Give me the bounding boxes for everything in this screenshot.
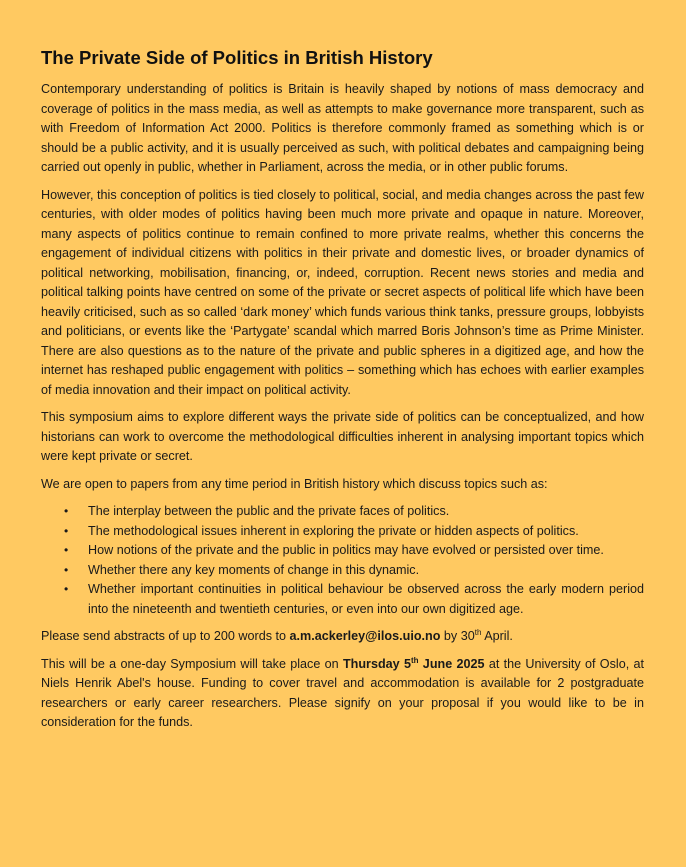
list-item — [64, 502, 644, 522]
aims-paragraph: This symposium aims to explore different ways the private side of politics can be conceptualized, and how historians can work to overcome the methodological difficulties inherent in analysing important topics which were kept private or secret. — [41, 410, 644, 464]
topics-list — [41, 502, 644, 619]
list-item-text: The methodological issues inherent in exploring the private or hidden aspects of politics. — [88, 523, 579, 538]
list-item-text: Whether there any key moments of change in this dynamic. — [88, 562, 420, 577]
list-item — [64, 522, 644, 542]
bullet-icon: • — [64, 504, 69, 519]
page-title: The Private Side of Politics in British History — [41, 47, 433, 68]
deadline-month: April. — [481, 629, 513, 644]
intro-paragraph: Contemporary understanding of politics is Britain is heavily shaped by notions of mass democracy and coverage of politics in the mass media, as well as attempts to make governance more transparent, such as with Freedom of Information Act 2000. Politics is therefore commonly framed as something which is or should be a public activity, and it is usually perceived as such, with political debates and campaigning being carried out openly in public, whether in Parliament, across the media, or in other public forums. — [41, 82, 644, 175]
deadline-text: by 30 — [440, 629, 475, 644]
bullet-icon: • — [64, 543, 69, 558]
ordinal-suffix: th — [474, 627, 482, 637]
abstract-submission-paragraph — [41, 627, 644, 647]
abstract-text: Please send abstracts of up to 200 words to — [41, 629, 290, 644]
topics-intro-paragraph: We are open to papers from any time period in British history which discuss topics such as: — [41, 476, 548, 491]
ordinal-suffix: th — [410, 655, 419, 665]
contact-email: a.m.ackerley@ilos.uio.no — [289, 629, 441, 644]
list-item — [64, 561, 644, 581]
context-paragraph: However, this conception of politics is tied closely to political, social, and media changes across the past few centuries, with older modes of politics having been much more private and opaque in nature. Moreover, many aspects of politics continue to remain confined to more private realms, whether this concerns the engagement of individual citizens with politics in their private and domestic lives, or broader dynamics of political networking, mobilisation, financing, or, indeed, corruption. Recent news stories and media and political talking points have centred on some of the private or secret aspects of political life which have been heavily criticised, such as so called ‘dark money’ which funds various think tanks, pressure groups, lobbyists and politicians, or events like the ‘Partygate’ scandal which marred Boris Johnson’s time as Prime Minister. There are also questions as to the nature of the private and public spheres in a digitized age, and how the internet has reshaped public engagement with politics – something which has echoes with earlier examples of media innovation and their impact on political activity. — [41, 187, 644, 397]
event-date-day: Thursday 5 — [342, 656, 411, 671]
list-item — [64, 580, 644, 619]
event-details-text: at the University of Oslo, at Niels Henrik Abel's house. Funding to cover travel and accommodation is available for 2 postgraduate researchers or early career researchers. Please signify on your proposal if you would like to be in consideration for the funds. — [41, 656, 644, 730]
list-item-text: How notions of the private and the public in politics may have evolved or persisted over time. — [88, 543, 604, 558]
bullet-icon: • — [64, 523, 69, 538]
list-item-text: Whether important continuities in political behaviour be observed across the early modern period into the nineteenth and twentieth centuries, or even into our own digitized age. — [88, 582, 644, 616]
list-item-text: The interplay between the public and the private faces of politics. — [88, 504, 450, 519]
event-date-month: June 2025 — [418, 656, 485, 671]
event-date — [343, 657, 485, 671]
event-details-paragraph — [41, 655, 644, 733]
bullet-icon: • — [64, 562, 69, 577]
bullet-icon: • — [64, 582, 69, 597]
event-text: This will be a one-day Symposium will take place on — [41, 656, 343, 671]
list-item — [64, 541, 644, 561]
